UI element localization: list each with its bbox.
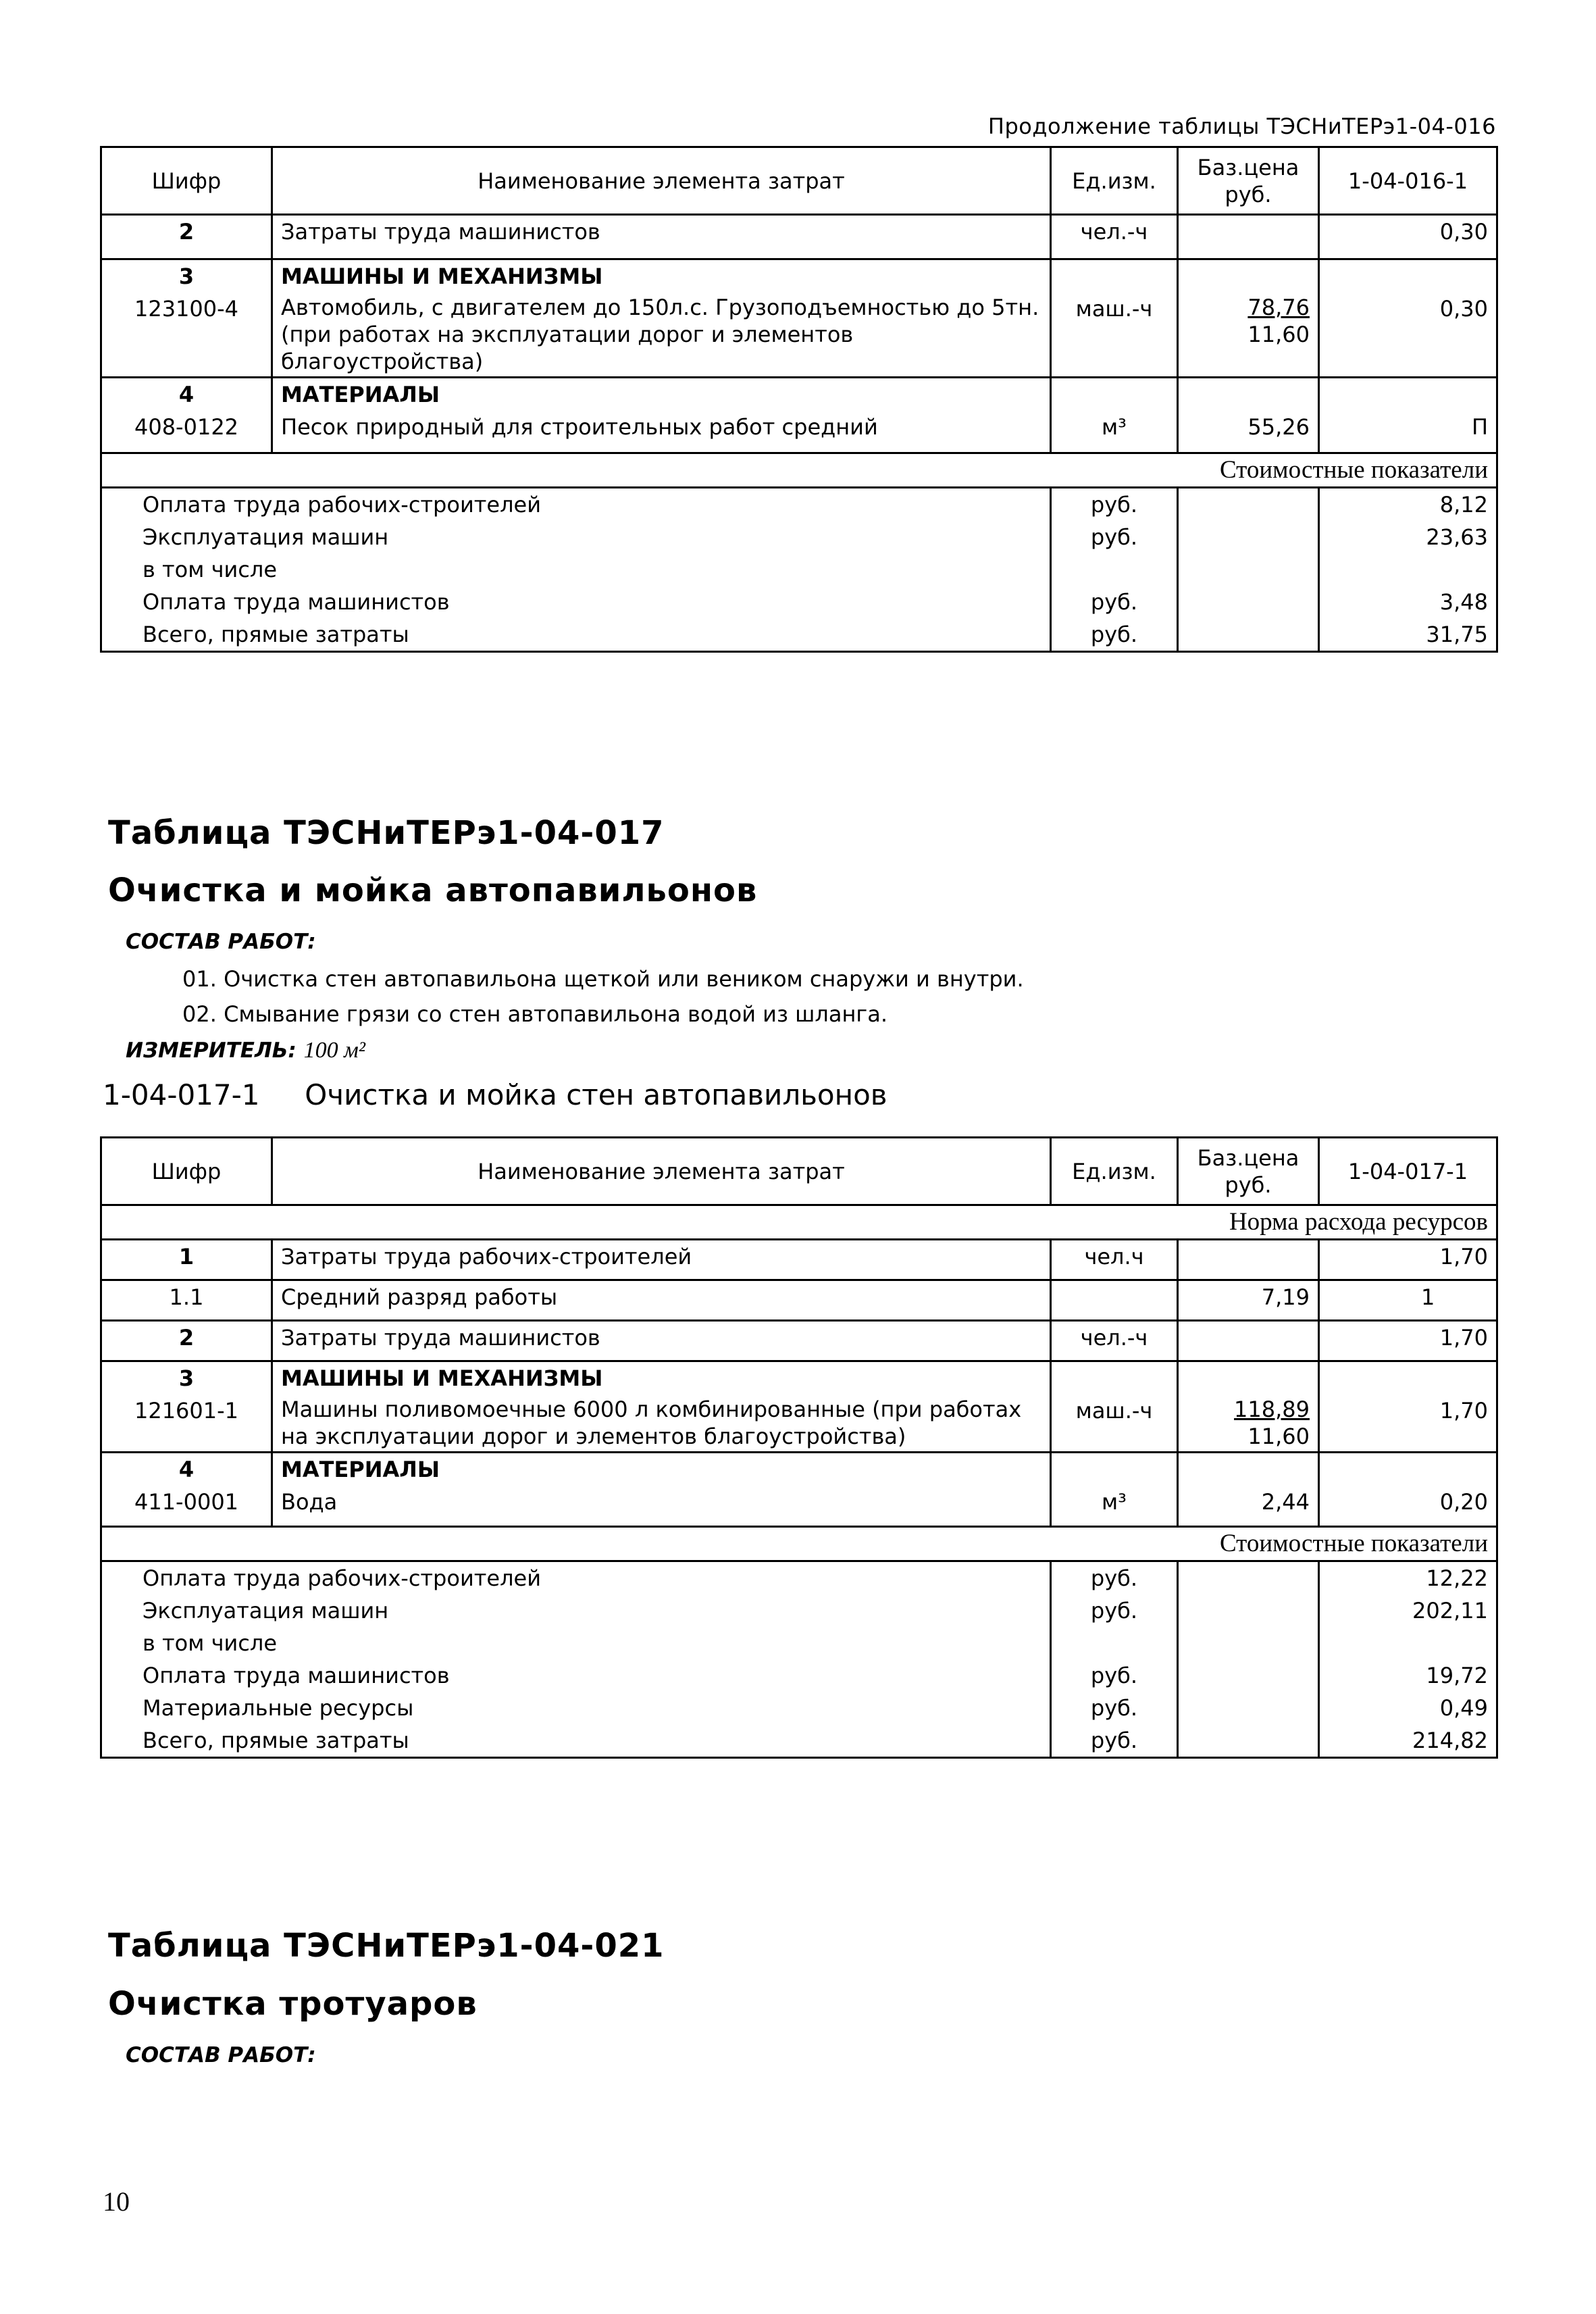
cost-name: Всего, прямые затраты	[101, 618, 1051, 652]
cost-value: 19,72	[1319, 1659, 1497, 1692]
section-subtitle: Очистка тротуаров	[108, 1985, 478, 2023]
cost-value: 23,63	[1319, 521, 1497, 553]
row-unit: чел.ч	[1051, 1240, 1178, 1280]
cost-row	[101, 1627, 1497, 1659]
cost-name: Всего, прямые затраты	[101, 1724, 1051, 1758]
row-value: 1,70	[1319, 1240, 1497, 1280]
table-row	[101, 378, 1497, 411]
row-price: 2,44	[1178, 1486, 1319, 1526]
resource-table-1	[100, 146, 1498, 653]
row-price-main: 118,89	[1234, 1397, 1310, 1422]
item-code: 1-04-017-1	[103, 1078, 260, 1111]
cost-name: в том числе	[101, 1627, 1051, 1659]
cost-row	[101, 1724, 1497, 1758]
col-header-price: Баз.цена руб.	[1178, 1138, 1319, 1205]
row-value: 0,20	[1319, 1486, 1497, 1526]
cost-unit: руб.	[1051, 521, 1178, 553]
measure-label: ИЗМЕРИТЕЛЬ:	[126, 1038, 297, 1063]
col-header-unit: Ед.изм.	[1051, 1138, 1178, 1205]
row-value: П	[1319, 411, 1497, 453]
row-name: МАТЕРИАЛЫ	[272, 378, 1051, 411]
col-header-name: Наименование элемента затрат	[272, 1138, 1051, 1205]
continuation-caption: Продолжение таблицы ТЭСНиТЕРэ1-04-016	[987, 114, 1496, 139]
cost-name: Оплата труда рабочих-строителей	[101, 487, 1051, 521]
cost-title-row	[101, 1526, 1497, 1561]
row-code: 3	[101, 1361, 272, 1395]
cost-unit: руб.	[1051, 1659, 1178, 1692]
cost-name: Эксплуатация машин	[101, 1594, 1051, 1627]
row-value: 1,70	[1319, 1321, 1497, 1361]
section-subtitle: Очистка и мойка автопавильонов	[108, 872, 758, 909]
item-heading	[103, 1078, 887, 1111]
row-name: Затраты труда машинистов	[272, 215, 1051, 259]
row-code: 2	[101, 1321, 272, 1361]
row-unit: м³	[1051, 1486, 1178, 1526]
works-label: СОСТАВ РАБОТ:	[126, 2043, 316, 2067]
col-header-id: 1-04-017-1	[1319, 1138, 1497, 1205]
table-row	[101, 215, 1497, 259]
row-name: Машины поливомоечные 6000 л комбинированные (при работах на эксплуатации дорог и элементов благоустройства)	[272, 1394, 1051, 1453]
row-price	[1178, 1321, 1319, 1361]
col-header-code: Шифр	[101, 1138, 272, 1205]
col-header-price: Баз.цена руб.	[1178, 147, 1319, 215]
cost-unit: руб.	[1051, 618, 1178, 652]
row-value: 0,30	[1319, 293, 1497, 378]
row-price-sub: 11,60	[1247, 1424, 1310, 1449]
cost-value	[1319, 553, 1497, 586]
col-header-unit: Ед.изм.	[1051, 147, 1178, 215]
cost-name: Оплата труда машинистов	[101, 586, 1051, 618]
table-row	[101, 293, 1497, 378]
cost-unit	[1051, 553, 1178, 586]
cost-row	[101, 586, 1497, 618]
cost-value: 0,49	[1319, 1692, 1497, 1724]
row-code: 411-0001	[101, 1486, 272, 1526]
cost-name: Оплата труда машинистов	[101, 1659, 1051, 1692]
row-price	[1178, 1394, 1319, 1453]
row-name: Песок природный для строительных работ средний	[272, 411, 1051, 453]
row-name: Автомобиль, с двигателем до 150л.с. Грузоподъемностью до 5тн. (при работах на эксплуатации дорог и элементов благоустройства)	[272, 293, 1051, 378]
row-code: 1	[101, 1240, 272, 1280]
resource-table-2	[100, 1136, 1498, 1759]
row-code: 408-0122	[101, 411, 272, 453]
cost-value: 31,75	[1319, 618, 1497, 652]
row-name: Вода	[272, 1486, 1051, 1526]
row-price-sub: 11,60	[1247, 322, 1310, 347]
row-name: Затраты труда рабочих-строителей	[272, 1240, 1051, 1280]
row-name: Средний разряд работы	[272, 1280, 1051, 1321]
cost-unit: руб.	[1051, 1724, 1178, 1758]
page-number: 10	[103, 2186, 130, 2217]
cost-value: 214,82	[1319, 1724, 1497, 1758]
row-code: 3	[101, 259, 272, 293]
table-row	[101, 259, 1497, 293]
cost-value: 12,22	[1319, 1561, 1497, 1594]
cost-row	[101, 1594, 1497, 1627]
row-value: 0,30	[1319, 215, 1497, 259]
row-name: МАШИНЫ И МЕХАНИЗМЫ	[272, 1361, 1051, 1395]
section-title: Таблица ТЭСНиТЕРэ1-04-021	[108, 1927, 665, 1965]
row-code: 121601-1	[101, 1394, 272, 1453]
col-header-code: Шифр	[101, 147, 272, 215]
row-name: Затраты труда машинистов	[272, 1321, 1051, 1361]
cost-row	[101, 487, 1497, 521]
row-name: МАШИНЫ И МЕХАНИЗМЫ	[272, 259, 1051, 293]
table-row	[101, 1453, 1497, 1486]
row-unit: маш.-ч	[1051, 293, 1178, 378]
measure-block	[126, 1038, 365, 1063]
row-code: 2	[101, 215, 272, 259]
table-header-row	[101, 1138, 1497, 1205]
cost-title-row	[101, 453, 1497, 487]
cost-row	[101, 1561, 1497, 1594]
table-header-row	[101, 147, 1497, 215]
row-unit: чел.-ч	[1051, 1321, 1178, 1361]
works-label: СОСТАВ РАБОТ:	[126, 930, 316, 954]
row-code: 4	[101, 378, 272, 411]
cost-unit	[1051, 1627, 1178, 1659]
work-item: 01. Очистка стен автопавильона щеткой или веником снаружи и внутри.	[182, 966, 1024, 992]
row-unit: чел.-ч	[1051, 215, 1178, 259]
cost-unit: руб.	[1051, 487, 1178, 521]
table-row	[101, 411, 1497, 453]
cost-value: 8,12	[1319, 487, 1497, 521]
row-code: 1.1	[101, 1280, 272, 1321]
cost-name: Оплата труда рабочих-строителей	[101, 1561, 1051, 1594]
cost-value: 3,48	[1319, 586, 1497, 618]
cost-unit: руб.	[1051, 1561, 1178, 1594]
row-unit: маш.-ч	[1051, 1394, 1178, 1453]
row-value: 1,70	[1319, 1394, 1497, 1453]
table-row	[101, 1280, 1497, 1321]
row-unit: м³	[1051, 411, 1178, 453]
cost-title: Стоимостные показатели	[101, 1526, 1497, 1561]
cost-name: в том числе	[101, 553, 1051, 586]
cost-unit: руб.	[1051, 1594, 1178, 1627]
cost-value	[1319, 1627, 1497, 1659]
row-code: 4	[101, 1453, 272, 1486]
table-row	[101, 1321, 1497, 1361]
table-row	[101, 1240, 1497, 1280]
measure-value: 100 м²	[303, 1038, 365, 1063]
norm-title: Норма расхода ресурсов	[101, 1205, 1497, 1240]
table-row	[101, 1394, 1497, 1453]
row-price	[1178, 293, 1319, 378]
row-price	[1178, 1240, 1319, 1280]
row-price	[1178, 215, 1319, 259]
cost-row	[101, 618, 1497, 652]
cost-row	[101, 1659, 1497, 1692]
row-price: 55,26	[1178, 411, 1319, 453]
table-row	[101, 1486, 1497, 1526]
cost-name: Материальные ресурсы	[101, 1692, 1051, 1724]
cost-row	[101, 1692, 1497, 1724]
row-name: МАТЕРИАЛЫ	[272, 1453, 1051, 1486]
col-header-name: Наименование элемента затрат	[272, 147, 1051, 215]
row-price: 7,19	[1178, 1280, 1319, 1321]
table-row	[101, 1361, 1497, 1395]
work-item: 02. Смывание грязи со стен автопавильона водой из шланга.	[182, 1001, 887, 1027]
cost-name: Эксплуатация машин	[101, 521, 1051, 553]
item-name: Очистка и мойка стен автопавильонов	[305, 1078, 887, 1111]
col-header-id: 1-04-016-1	[1319, 147, 1497, 215]
cost-unit: руб.	[1051, 1692, 1178, 1724]
norm-title-row	[101, 1205, 1497, 1240]
cost-title: Стоимостные показатели	[101, 453, 1497, 487]
section-title: Таблица ТЭСНиТЕРэ1-04-017	[108, 814, 665, 852]
cost-value: 202,11	[1319, 1594, 1497, 1627]
cost-unit: руб.	[1051, 586, 1178, 618]
cost-row	[101, 553, 1497, 586]
row-value: 1	[1319, 1280, 1497, 1321]
cost-row	[101, 521, 1497, 553]
row-price-main: 78,76	[1247, 295, 1310, 320]
row-code: 123100-4	[101, 293, 272, 378]
row-unit	[1051, 1280, 1178, 1321]
